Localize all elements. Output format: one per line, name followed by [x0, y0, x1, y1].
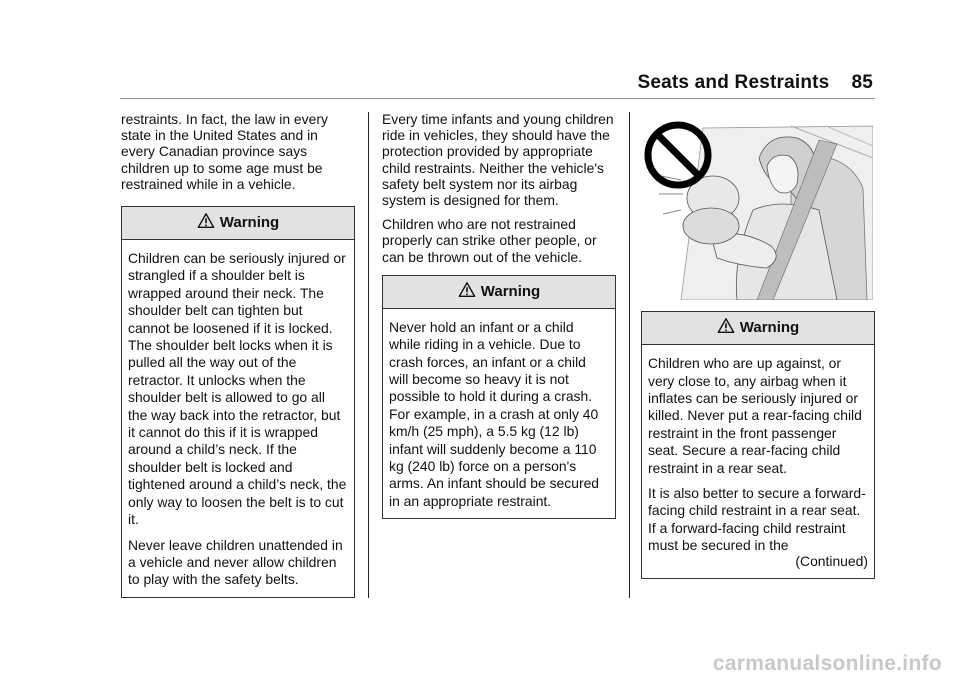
warning-header	[642, 312, 874, 345]
warning-label: Warning	[739, 319, 800, 337]
column-3	[641, 118, 875, 579]
warning-paragraph: It is also better to secure a forward-facing child restraint in a rear seat. If a forward-facing child restraint must be secured in the	[648, 485, 866, 554]
warning-label: Warning	[219, 213, 280, 231]
warning-paragraph: Never hold an infant or a child while riding in a vehicle. Due to crash forces, an infant or a child will become so heavy it is not possible to hold it during a crash. For example, in a crash at only 40 km/h (25 mph), a 5.5 kg (12 lb) infant will suddenly become a 110 kg (240 lb) force on a person's arms. An infant should be secured in an appropriate restraint.	[389, 318, 600, 509]
warning-paragraph: Children who are up against, or very close to, any airbag when it inflates can be seriously injured or killed. Never put a rear-facing child restraint in the front passenger seat. Secure a rear-facing child restraint in a rear seat.	[648, 355, 862, 476]
warning-box-2	[382, 275, 616, 519]
page-header	[0, 72, 873, 94]
warning-icon	[197, 212, 215, 230]
page-number: 85	[851, 72, 873, 93]
column-divider-2	[629, 112, 630, 598]
watermark: carmanualsonline.info	[712, 652, 942, 675]
body-paragraph: Every time infants and young children ride in vehicles, they should have the protection provided by appropriate child restraints. Neither the vehicle's safety belt system nor its airbag system is designed for them.	[382, 111, 614, 209]
continued-label: (Continued)	[795, 552, 868, 569]
illustration-infant-in-arms	[641, 118, 873, 300]
warning-paragraph: Children can be seriously injured or strangled if a shoulder belt is wrapped around their neck. The shoulder belt can tighten but cannot be loosened if it is locked. The shoulder belt locks when it is pulled all the way out of the retractor. It unlocks when the shoulder belt is allowed to go all the way back into the retractor, but it cannot do this if it is wrapped around a child’s neck. If the shoulder belt is locked and tightened around a child’s neck, the only way to loosen the belt is to cut it.	[128, 250, 347, 528]
warning-icon	[458, 281, 476, 299]
warning-header	[383, 276, 615, 309]
warning-paragraph: Never leave children unattended in a vehicle and never allow children to play with the safety belts.	[128, 536, 343, 588]
warning-label: Warning	[480, 282, 541, 300]
warning-body	[122, 240, 354, 597]
warning-header	[122, 207, 354, 240]
body-paragraph: Children who are not restrained properly can strike other people, or can be thrown out of the vehicle.	[382, 216, 597, 265]
intro-paragraph: restraints. In fact, the law in every state in the United States and in every Canadian province says children up to some age must be restrained while in a vehicle.	[121, 111, 328, 192]
warning-box-3	[641, 311, 875, 579]
warning-icon	[717, 317, 735, 335]
warning-body	[383, 309, 615, 518]
column-divider-1	[368, 112, 369, 598]
warning-body	[642, 345, 874, 578]
section-title: Seats and Restraints	[637, 72, 830, 93]
column-2	[382, 111, 616, 519]
header-rule	[120, 98, 875, 99]
warning-box-1	[121, 206, 355, 598]
column-1	[121, 111, 355, 598]
